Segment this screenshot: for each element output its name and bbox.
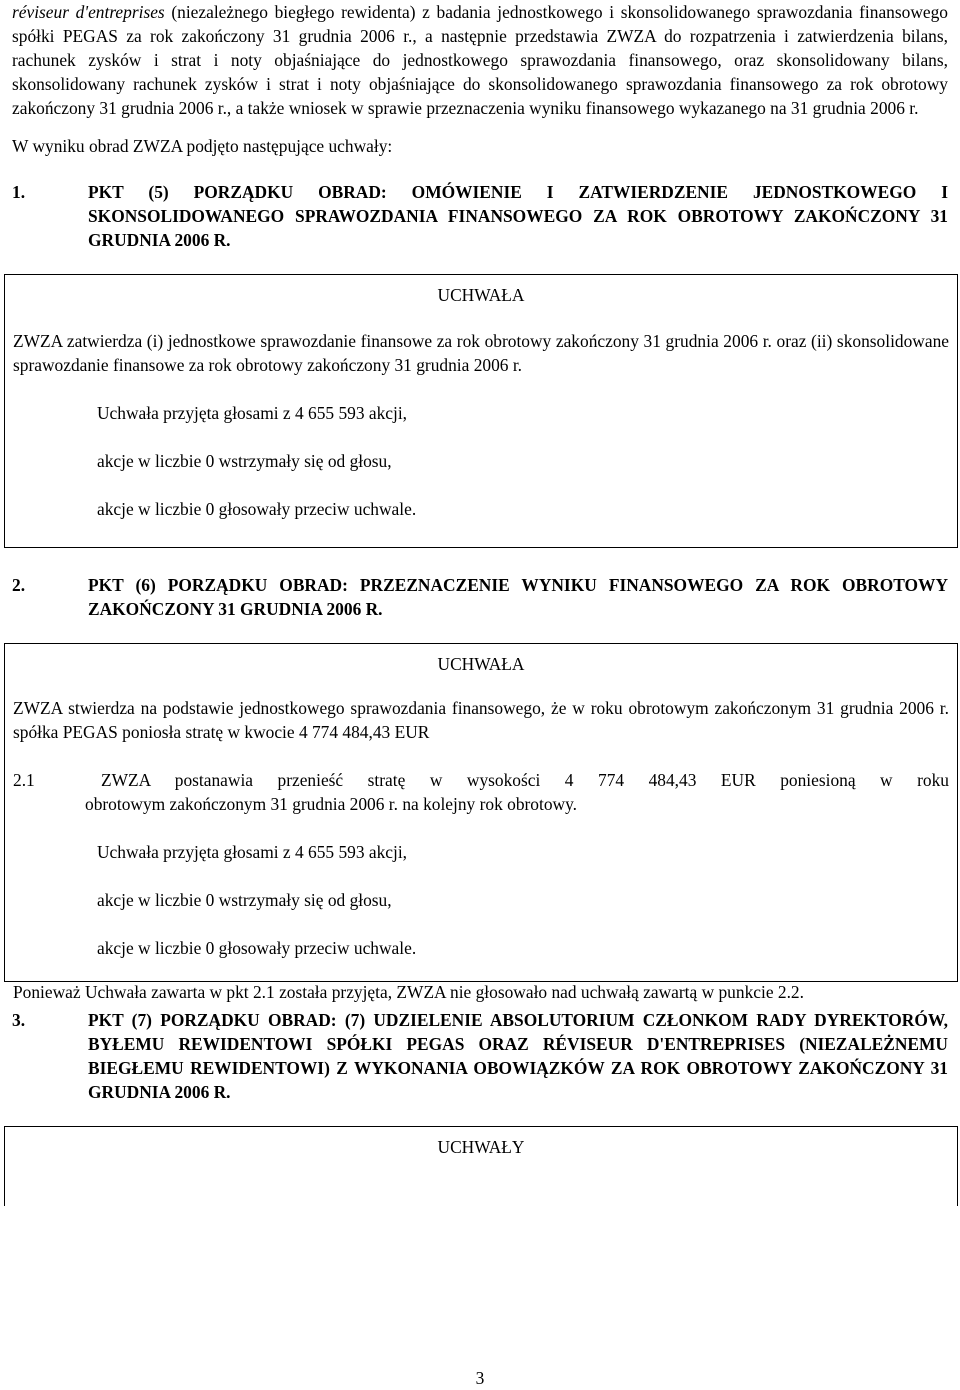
resolutions-intro: W wyniku obrad ZWZA podjęto następujące uchwały: bbox=[12, 136, 393, 156]
section-3-heading-text: PKT (7) PORZĄDKU OBRAD: (7) UDZIELENIE ABSOLUTORIUM CZŁONKOM RADY DYREKTORÓW, BYŁEMU REWIDENTOWI SPÓŁKI PEGAS ORAZ RÉVISEUR D'ENTREPRISES (NIEZALEŻNEMU BIEGŁEMU REWIDENTOWI) Z WYKONANIA OBOWIĄZKÓW ZA ROK OBROTOWY ZAKOŃCZONY 31 GRUDNIA 2006 R. bbox=[88, 1010, 948, 1102]
section-2-vote-yes: Uchwała przyjęta głosami z 4 655 593 akcji, bbox=[97, 842, 408, 862]
section-2-resolution-text: ZWZA stwierdza na podstawie jednostkowego sprawozdania finansowego, że w roku obrotowym zakończonym 31 grudnia 2006 r. spółka PEGAS poniosła stratę w kwocie 4 774 484,43 EUR bbox=[13, 698, 949, 742]
section-3-number: 3. bbox=[12, 1010, 26, 1030]
section-1-resolution-text: ZWZA zatwierdza (i) jednostkowe sprawozdanie finansowe za rok obrotowy zakończony 31 grudnia 2006 r. oraz (ii) skonsolidowane sprawozdanie finansowe za rok obrotowy zakończony 31 grudnia 2006 r. bbox=[13, 331, 949, 375]
section-2-box-title: UCHWAŁA bbox=[437, 654, 525, 674]
section-1-box-title: UCHWAŁA bbox=[437, 285, 525, 305]
section-2-heading bbox=[12, 573, 948, 621]
section-1-vote-yes: Uchwała przyjęta głosami z 4 655 593 akcji, bbox=[97, 403, 408, 423]
section-1-resolution-box bbox=[4, 274, 958, 548]
section-2-resolution-box bbox=[4, 643, 958, 1002]
section-2-vote-abstain: akcje w liczbie 0 wstrzymały się od głosu, bbox=[97, 890, 392, 910]
section-3-heading bbox=[12, 1008, 948, 1104]
section-1-vote-abstain: akcje w liczbie 0 wstrzymały się od głosu, bbox=[97, 451, 392, 471]
intro-italic: réviseur d'entreprises bbox=[12, 2, 165, 22]
section-1-number: 1. bbox=[12, 182, 26, 202]
section-2-subresolution bbox=[13, 768, 949, 792]
section-2-sub-number: 2.1 bbox=[13, 770, 35, 790]
section-3-box-title: UCHWAŁY bbox=[437, 1137, 525, 1157]
section-3-resolution-box bbox=[4, 1126, 958, 1206]
section-1-heading-text: PKT (5) PORZĄDKU OBRAD: OMÓWIENIE I ZATWIERDZENIE JEDNOSTKOWEGO I SKONSOLIDOWANEGO SPRAWOZDANIA FINANSOWEGO ZA ROK OBROTOWY ZAKOŃCZONY 31 GRUDNIA 2006 R. bbox=[88, 182, 948, 250]
section-1-heading bbox=[12, 180, 948, 252]
section-2-heading-text: PKT (6) PORZĄDKU OBRAD: PRZEZNACZENIE WYNIKU FINANSOWEGO ZA ROK OBROTOWY ZAKOŃCZONY 31 GRUDNIA 2006 R. bbox=[88, 575, 948, 619]
section-1-vote-no: akcje w liczbie 0 głosowały przeciw uchwale. bbox=[97, 499, 417, 519]
section-2-note: Ponieważ Uchwała zawarta w pkt 2.1 została przyjęta, ZWZA nie głosowało nad uchwałą zawartą w punkcie 2.2. bbox=[13, 982, 804, 1002]
section-2-vote-no: akcje w liczbie 0 głosowały przeciw uchwale. bbox=[97, 938, 417, 958]
intro-text: (niezależnego biegłego rewidenta) z badania jednostkowego i skonsolidowanego sprawozdania finansowego spółki PEGAS za rok zakończony 31 grudnia 2006 r., a następnie przedstawia ZWZA do rozpatrzenia i zatwierdzenia bilans, rachunek zysków i strat i noty objaśniające do jednostkowego sprawozdania finansowego, oraz skonsolidowany bilans, skonsolidowany rachunek zysków i strat i noty objaśniające do skonsolidowanego sprawozdania finansowego za rok obrotowy zakończony 31 grudnia 2006 r., a także wniosek w sprawie przeznaczenia wyniku finansowego wykazanego na 31 grudnia 2006 r. bbox=[12, 2, 948, 118]
section-2-sub-text-line1: ZWZA postanawia przenieść stratę w wysokości 4 774 484,43 EUR poniesioną w roku bbox=[101, 770, 949, 790]
section-2-sub-text-line2: obrotowym zakończonym 31 grudnia 2006 r. na kolejny rok obrotowy. bbox=[85, 794, 577, 814]
intro-paragraph bbox=[12, 0, 948, 120]
document-page bbox=[12, 0, 948, 1206]
page-number: 3 bbox=[475, 1368, 485, 1388]
section-2-number: 2. bbox=[12, 575, 26, 595]
